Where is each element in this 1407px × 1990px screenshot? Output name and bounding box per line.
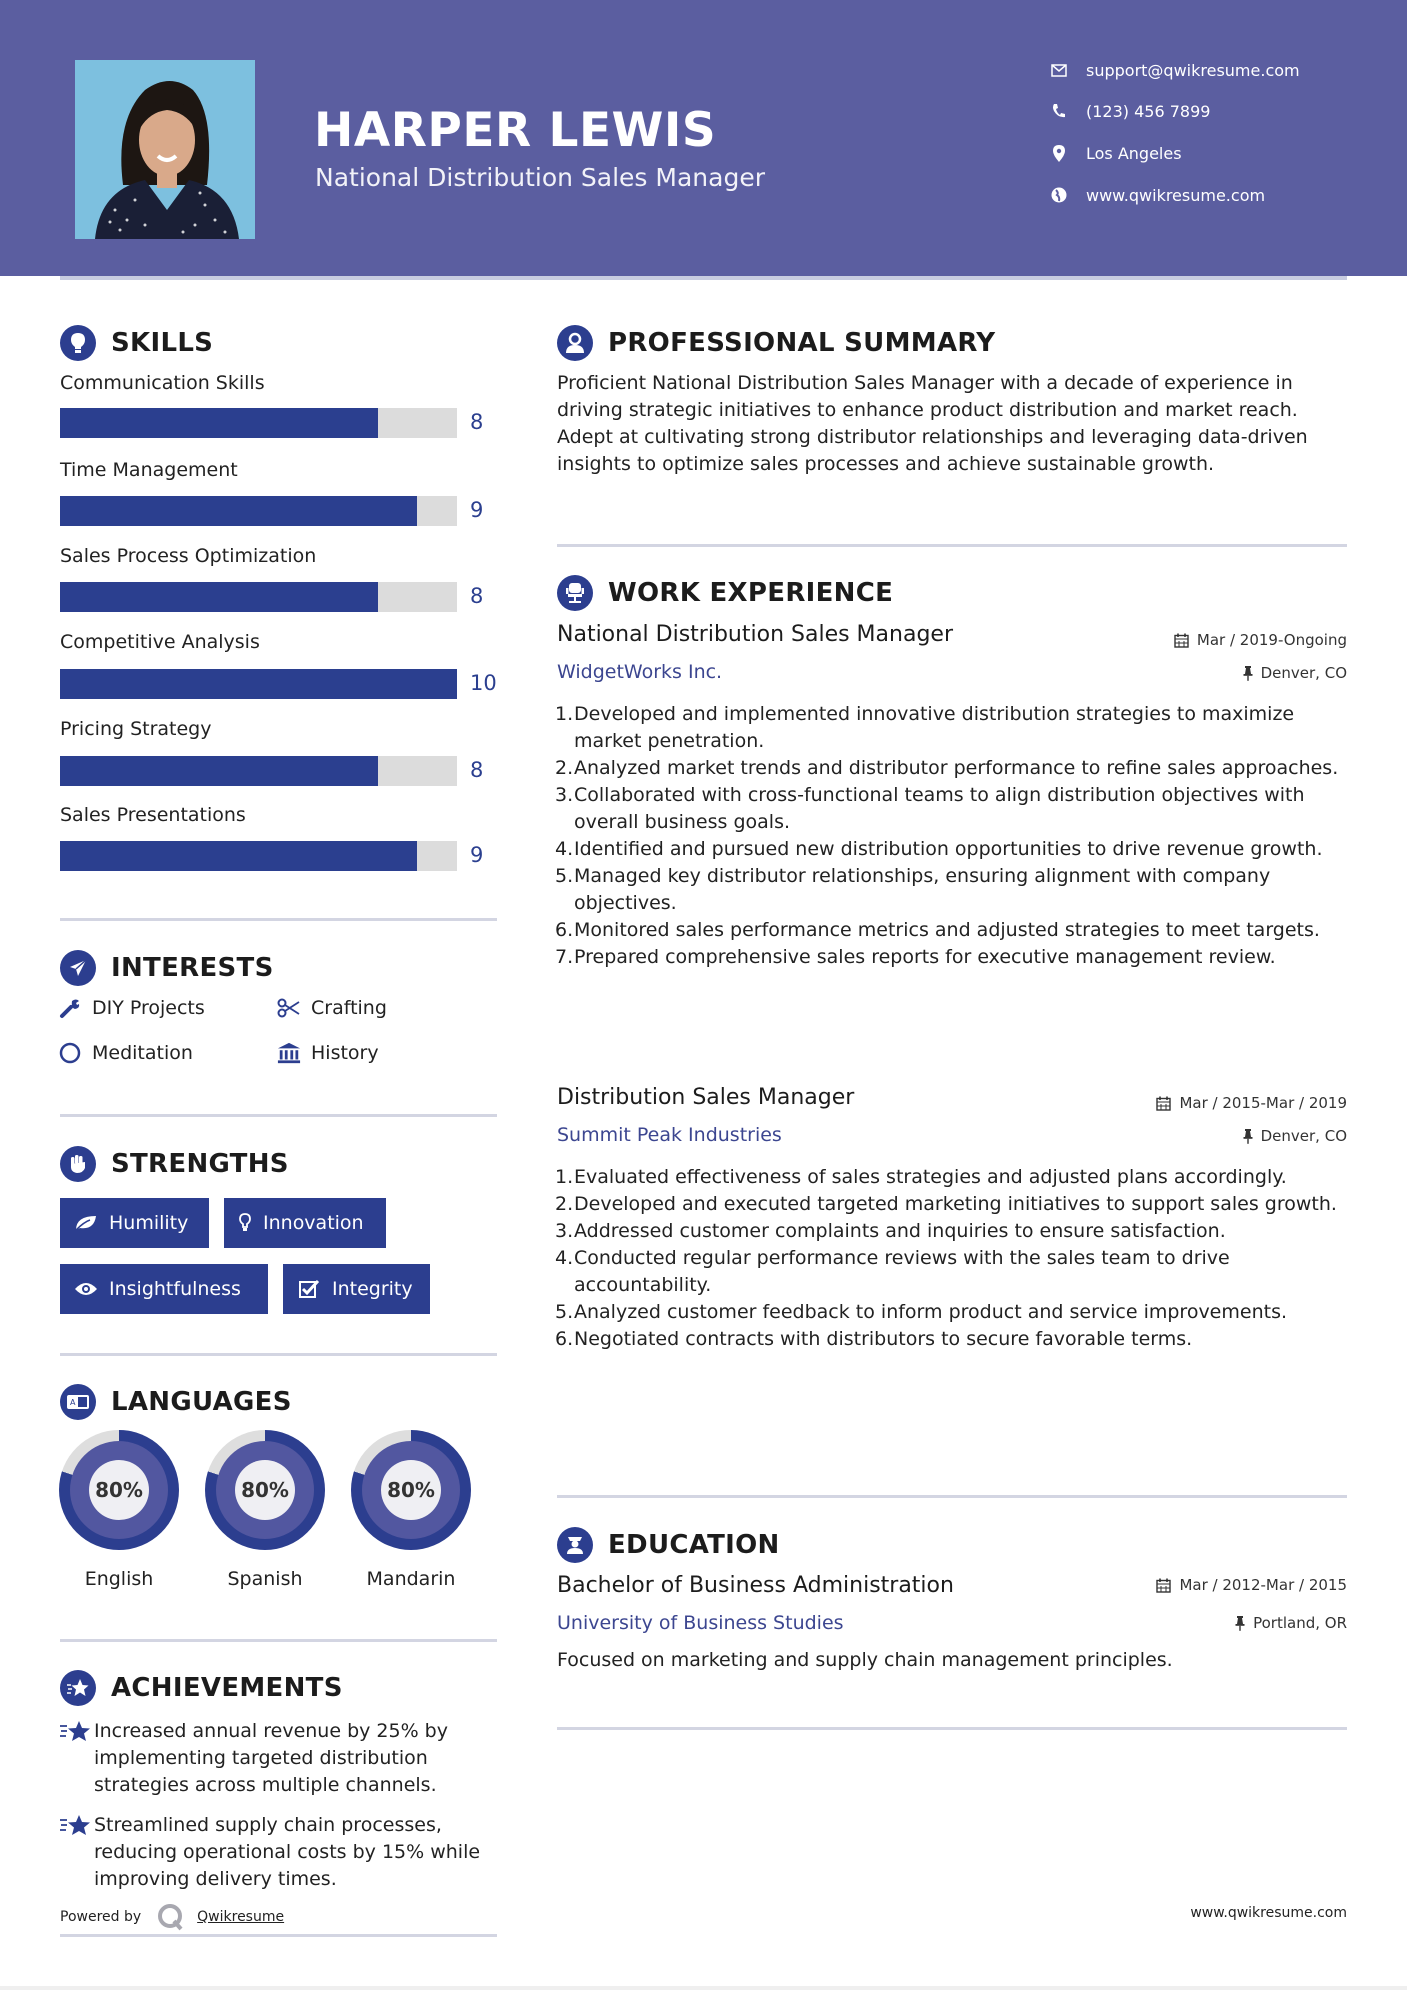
job-location-text: Denver, CO bbox=[1260, 664, 1347, 682]
strengths-heading bbox=[60, 1144, 289, 1184]
calendar-icon bbox=[1156, 1578, 1171, 1593]
skill-bar bbox=[60, 408, 457, 438]
education-location-text: Portland, OR bbox=[1253, 1614, 1347, 1632]
summary-title: PROFESSIONAL SUMMARY bbox=[608, 328, 996, 358]
company-name: WidgetWorks Inc. bbox=[557, 661, 723, 683]
skill-label: Sales Presentations bbox=[60, 804, 246, 826]
contact-website-text: www.qwikresume.com bbox=[1086, 185, 1266, 205]
interests-heading bbox=[60, 948, 274, 988]
language-label: English bbox=[84, 1568, 154, 1590]
skill-bar bbox=[60, 669, 457, 699]
skill-bar bbox=[60, 756, 457, 786]
skill-score: 8 bbox=[470, 584, 484, 608]
language-label: Spanish bbox=[227, 1568, 303, 1590]
job-responsibilities bbox=[555, 701, 1355, 971]
experience-heading bbox=[557, 573, 893, 613]
phone-icon bbox=[1050, 102, 1068, 120]
pushpin-icon bbox=[1235, 1616, 1245, 1631]
envelope-icon bbox=[1050, 61, 1068, 79]
skills-title: SKILLS bbox=[111, 328, 214, 358]
interests-title: INTERESTS bbox=[111, 953, 274, 983]
candidate-name: HARPER LEWIS bbox=[314, 103, 717, 158]
leaf-icon bbox=[73, 1212, 99, 1234]
education-dates bbox=[1156, 1576, 1347, 1594]
powered-by bbox=[60, 1903, 284, 1931]
calendar-icon bbox=[1174, 633, 1189, 648]
lightbulb-icon bbox=[237, 1212, 253, 1234]
skill-score: 10 bbox=[470, 671, 497, 695]
language-percent: 80% bbox=[381, 1460, 441, 1520]
translate-icon bbox=[60, 1384, 96, 1420]
achievement-text: Streamlined supply chain processes, reducing operational costs by 15% while improving delivery times. bbox=[94, 1814, 481, 1890]
achievements-heading bbox=[60, 1668, 343, 1708]
list-item: 5. Analyzed customer feedback to inform product and service improvements. bbox=[555, 1301, 1288, 1323]
skill-label: Communication Skills bbox=[60, 372, 265, 394]
qwikresume-link[interactable]: Qwikresume bbox=[197, 1909, 285, 1925]
strength-badge bbox=[60, 1198, 209, 1248]
interest-item bbox=[58, 1041, 193, 1065]
contact-phone[interactable] bbox=[1050, 99, 1370, 123]
job-dates bbox=[1174, 631, 1347, 649]
strength-badge bbox=[283, 1264, 430, 1314]
circle-icon bbox=[58, 1041, 82, 1065]
education-title: EDUCATION bbox=[608, 1530, 780, 1560]
person-photo-icon bbox=[75, 60, 255, 239]
strength-label: Insightfulness bbox=[109, 1278, 241, 1300]
profile-photo bbox=[75, 60, 255, 239]
contact-location bbox=[1050, 141, 1370, 165]
achievements-title: ACHIEVEMENTS bbox=[111, 1673, 343, 1703]
section-divider bbox=[60, 1639, 497, 1642]
contact-phone-text: (123) 456 7899 bbox=[1086, 101, 1211, 121]
job-location bbox=[1243, 664, 1347, 682]
skill-score: 9 bbox=[470, 843, 484, 867]
skill-label: Competitive Analysis bbox=[60, 631, 260, 653]
star-badge-icon bbox=[60, 1670, 96, 1706]
powered-by-label: Powered by bbox=[60, 1909, 142, 1925]
job-dates bbox=[1156, 1094, 1347, 1112]
eye-icon bbox=[73, 1278, 99, 1300]
skill-bar-fill bbox=[60, 408, 378, 438]
skill-score: 8 bbox=[470, 758, 484, 782]
fist-icon bbox=[60, 1146, 96, 1182]
section-divider bbox=[60, 1353, 497, 1356]
job-title: Distribution Sales Manager bbox=[557, 1085, 855, 1110]
section-divider bbox=[557, 544, 1347, 547]
strength-badge bbox=[224, 1198, 386, 1248]
skill-label: Time Management bbox=[60, 459, 238, 481]
list-item: 2. Analyzed market trends and distributor performance to refine sales approaches. bbox=[555, 757, 1339, 779]
globe-icon bbox=[1050, 186, 1068, 204]
paper-plane-icon bbox=[60, 950, 96, 986]
strength-label: Integrity bbox=[332, 1278, 413, 1300]
interest-item bbox=[277, 1041, 379, 1065]
skill-bar bbox=[60, 496, 457, 526]
office-chair-icon bbox=[557, 575, 593, 611]
job-title: National Distribution Sales Manager bbox=[557, 622, 953, 647]
list-item: 6. Negotiated contracts with distributors to secure favorable terms. bbox=[555, 1328, 1193, 1350]
interest-label: Crafting bbox=[311, 997, 387, 1019]
section-divider bbox=[60, 1114, 497, 1117]
education-description: Focused on marketing and supply chain management principles. bbox=[557, 1649, 1173, 1671]
museum-icon bbox=[277, 1041, 301, 1065]
list-item: 1. Evaluated effectiveness of sales strategies and adjusted plans accordingly. bbox=[555, 1166, 1287, 1188]
list-item: 3. Collaborated with cross-functional teams to align distribution objectives with overall business goals. bbox=[555, 784, 1305, 833]
contact-website[interactable] bbox=[1050, 183, 1370, 207]
skill-bar bbox=[60, 841, 457, 871]
degree-name: Bachelor of Business Administration bbox=[557, 1573, 954, 1598]
section-divider bbox=[557, 1727, 1347, 1730]
skill-score: 9 bbox=[470, 498, 484, 522]
contact-email[interactable] bbox=[1050, 58, 1370, 82]
list-item: 7. Prepared comprehensive sales reports for executive management review. bbox=[555, 946, 1276, 968]
interest-label: DIY Projects bbox=[92, 997, 205, 1019]
languages-heading bbox=[60, 1382, 292, 1422]
job-location-text: Denver, CO bbox=[1260, 1127, 1347, 1145]
skill-bar-fill bbox=[60, 582, 378, 612]
list-item: 1. Developed and implemented innovative distribution strategies to maximize market penetration. bbox=[555, 703, 1295, 752]
skill-bar-fill bbox=[60, 841, 417, 871]
lightbulb-icon bbox=[60, 325, 96, 361]
scissors-icon bbox=[277, 996, 301, 1020]
job-dates-text: Mar / 2015-Mar / 2019 bbox=[1179, 1094, 1347, 1112]
language-donut bbox=[205, 1430, 325, 1550]
page-bottom-edge bbox=[0, 1986, 1407, 1990]
shooting-star-icon bbox=[60, 1718, 94, 1799]
experience-title: WORK EXPERIENCE bbox=[608, 578, 894, 608]
achievement-text: Increased annual revenue by 25% by implementing targeted distribution strategies across multiple channels. bbox=[94, 1720, 448, 1796]
strengths-title: STRENGTHS bbox=[111, 1149, 289, 1179]
list-item: 4. Identified and pursued new distribution opportunities to drive revenue growth. bbox=[555, 838, 1323, 860]
language-label: Mandarin bbox=[366, 1568, 456, 1590]
education-heading bbox=[557, 1525, 780, 1565]
achievement-item bbox=[60, 1812, 500, 1893]
svg-text:A: A bbox=[70, 1398, 76, 1407]
strength-badge bbox=[60, 1264, 268, 1314]
job-location bbox=[1243, 1127, 1347, 1145]
wrench-icon bbox=[58, 996, 82, 1020]
section-divider bbox=[557, 1495, 1347, 1498]
user-icon bbox=[557, 325, 593, 361]
achievement-item bbox=[60, 1718, 500, 1799]
header-divider bbox=[60, 276, 1347, 280]
language-donut bbox=[351, 1430, 471, 1550]
company-name: Summit Peak Industries bbox=[557, 1124, 782, 1146]
skill-label: Sales Process Optimization bbox=[60, 545, 317, 567]
list-item: 4. Conducted regular performance reviews with the sales team to drive accountability. bbox=[555, 1247, 1230, 1296]
job-responsibilities bbox=[555, 1164, 1355, 1353]
list-item: 3. Addressed customer complaints and inquiries to ensure satisfaction. bbox=[555, 1220, 1226, 1242]
qwikresume-logo-icon bbox=[157, 1903, 185, 1931]
summary-text: Proficient National Distribution Sales Manager with a decade of experience in driving strategic initiatives to enhance product distribution and market reach. Adept at cultivating strong distributor relationships and leveraging data-driven insights to optimize sales processes and achieve sustainable growth. bbox=[557, 372, 1308, 475]
languages-title: LANGUAGES bbox=[111, 1387, 292, 1417]
job-dates-text: Mar / 2019-Ongoing bbox=[1196, 631, 1347, 649]
interest-label: Meditation bbox=[92, 1042, 193, 1064]
education-dates-text: Mar / 2012-Mar / 2015 bbox=[1179, 1576, 1347, 1594]
skill-score: 8 bbox=[470, 410, 484, 434]
skill-bar-fill bbox=[60, 756, 378, 786]
map-pin-icon bbox=[1050, 144, 1068, 162]
interest-label: History bbox=[311, 1042, 379, 1064]
footer-website-link[interactable]: www.qwikresume.com bbox=[1190, 1905, 1347, 1921]
skill-label: Pricing Strategy bbox=[60, 718, 212, 740]
pushpin-icon bbox=[1243, 666, 1253, 681]
skill-bar-fill bbox=[60, 496, 417, 526]
graduate-icon bbox=[557, 1527, 593, 1563]
contact-location-text: Los Angeles bbox=[1086, 143, 1182, 163]
checkbox-icon bbox=[296, 1278, 322, 1300]
contact-email-text: support@qwikresume.com bbox=[1086, 60, 1300, 80]
skill-bar bbox=[60, 582, 457, 612]
section-divider bbox=[60, 1934, 497, 1937]
skill-bar-fill bbox=[60, 669, 457, 699]
interest-item bbox=[58, 996, 205, 1020]
shooting-star-icon bbox=[60, 1812, 94, 1893]
section-divider bbox=[60, 918, 497, 921]
language-donut bbox=[59, 1430, 179, 1550]
summary-heading bbox=[557, 323, 995, 363]
strength-label: Humility bbox=[109, 1212, 189, 1234]
list-item: 5. Managed key distributor relationships, ensuring alignment with company objectives. bbox=[555, 865, 1271, 914]
interest-item bbox=[277, 996, 387, 1020]
pushpin-icon bbox=[1243, 1129, 1253, 1144]
list-item: 2. Developed and executed targeted marketing initiatives to support sales growth. bbox=[555, 1193, 1337, 1215]
education-location bbox=[1235, 1614, 1347, 1632]
language-percent: 80% bbox=[235, 1460, 295, 1520]
language-percent: 80% bbox=[89, 1460, 149, 1520]
calendar-icon bbox=[1156, 1096, 1171, 1111]
skills-heading bbox=[60, 323, 213, 363]
list-item: 6. Monitored sales performance metrics and adjusted strategies to meet targets. bbox=[555, 919, 1320, 941]
school-name: University of Business Studies bbox=[557, 1612, 844, 1634]
candidate-job-title: National Distribution Sales Manager bbox=[315, 163, 765, 192]
strength-label: Innovation bbox=[263, 1212, 364, 1234]
